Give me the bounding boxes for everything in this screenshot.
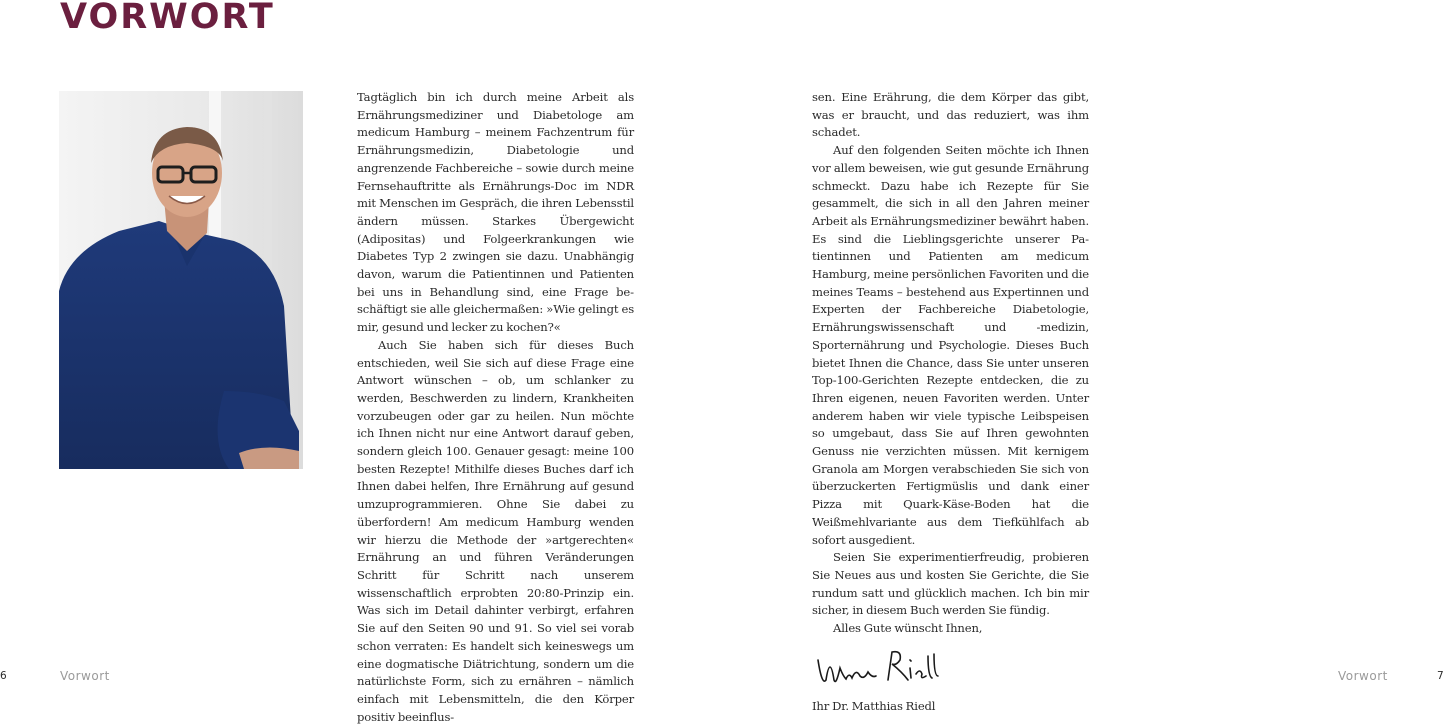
paragraph: sen. Eine Erährung, die dem Körper das gibt, was er braucht, und das reduziert, was ihm schadet. (812, 90, 1089, 140)
right-text-column (812, 89, 1089, 716)
page-title: VORWORT (60, 0, 275, 37)
portrait-photo (59, 91, 303, 469)
paragraph: Auch Sie haben sich für dieses Buch entschieden, weil Sie sich auf diese Frage eine Antwort wünschen – ob, um schlanker zu werden, Beschwerden zu lindern, Krankheiten vorzubeugen oder gar zu heilen. Nun möchte ich Ihnen nicht nur eine Antwort darauf geben, sondern gleich 100. Genauer gesagt: meine 100 besten Rezepte! Mithilfe dieses Buches darf ich Ihnen dabei helfen, Ihre Ernährung auf gesund umzuprogrammieren. Ohne Sie dabei zu überfordern! Am medicum Hamburg wenden wir hierzu die Methode der »artgerechten« Ernährung an und führen Veränderungen Schritt für Schritt nach unserem wissenschaftlich erprobten 20:80-Prinzip ein. Was sich im Detail dahinter verbirgt, erfahren Sie auf den Seiten 90 und 91. So viel sei vorab schon verraten: Es handelt sich keineswegs um eine dogmatische Diätrichtung, sondern um die natürlichste Form, sich zu ernähren – nämlich einfach mit Lebensmitteln, die den Körper positiv beeinflus- (357, 337, 634, 724)
paragraph: Seien Sie experimentierfreudig, probieren Sie Neues aus und kosten Sie Gerichte, die Sie rundum satt und glücklich machen. Ich bin mir sicher, in diesem Buch werden Sie fündig. (812, 550, 1089, 618)
footer-label-right: Vorwort (1338, 669, 1388, 683)
left-text-column (357, 89, 634, 726)
sign-off: Ihr Dr. Matthias Riedl (812, 698, 936, 713)
paragraph: Auf den folgenden Seiten möchte ich Ihnen vor allem beweisen, wie gut gesunde Ernährung schmeckt. Dazu habe ich Rezepte für Sie gesammelt, die sich in all den Jahren meiner Arbeit als Ernährungsmediziner bewährt haben. Es sind die Lieblingsgerichte unserer Patientinnen und Patienten am medicum Hamburg, meine persönlichen Favoriten und die meines Teams – bestehend aus Expertinnen und Experten der Fachbereiche Diabetologie, Ernährungswissenschaft und -medizin, Sporternährung und Psychologie. Dieses Buch bietet Ihnen die Chance, dass Sie unter unseren Top-100-Gerichten Rezepte entdecken, die zu Ihren eigenen, neuen Favoriten werden. Unter anderem haben wir viele typische Leibspeisen so umgebaut, dass Sie auf Ihren gewohnten Genuss nie verzichten müssen. Mit kernigem Granola am Morgen verabschieden Sie sich von überzuckerten Fertigmüslis und dank einer Pizza mit Quark-Käse-Boden hat die Weißmehlvariante aus dem Tiefkühlfach ab sofort ausgedient. (812, 143, 1089, 547)
handwritten-signature-icon (816, 646, 940, 692)
page-number-left: 6 (0, 670, 7, 682)
closing-greeting: Alles Gute wünscht Ihnen, (833, 621, 983, 636)
footer-label-left: Vorwort (60, 669, 110, 683)
page-number-right: 7 (1437, 670, 1444, 682)
paragraph: Tagtäglich bin ich durch meine Arbeit als Ernährungsmediziner und Diabetologe am medicum Hamburg – meinem Fachzentrum für Ernährungsmedizin, Diabetologie und angrenzende Fachbereiche – sowie durch meine Fernsehauftritte als Ernährungs-Doc im NDR mit Menschen im Gespräch, die ihren Lebensstil ändern müssen. Starkes Übergewicht (Adipositas) und Folgeerkrankungen wie Diabetes Typ 2 zwingen sie dazu. Unabhängig davon, warum die Patientinnen und Patienten bei uns in Behandlung sind, eine Frage beschäftigt sie alle gleichermaßen: »Wie gelingt es mir, gesund und lecker zu kochen?« (357, 90, 634, 335)
portrait-photo-icon (59, 91, 303, 469)
